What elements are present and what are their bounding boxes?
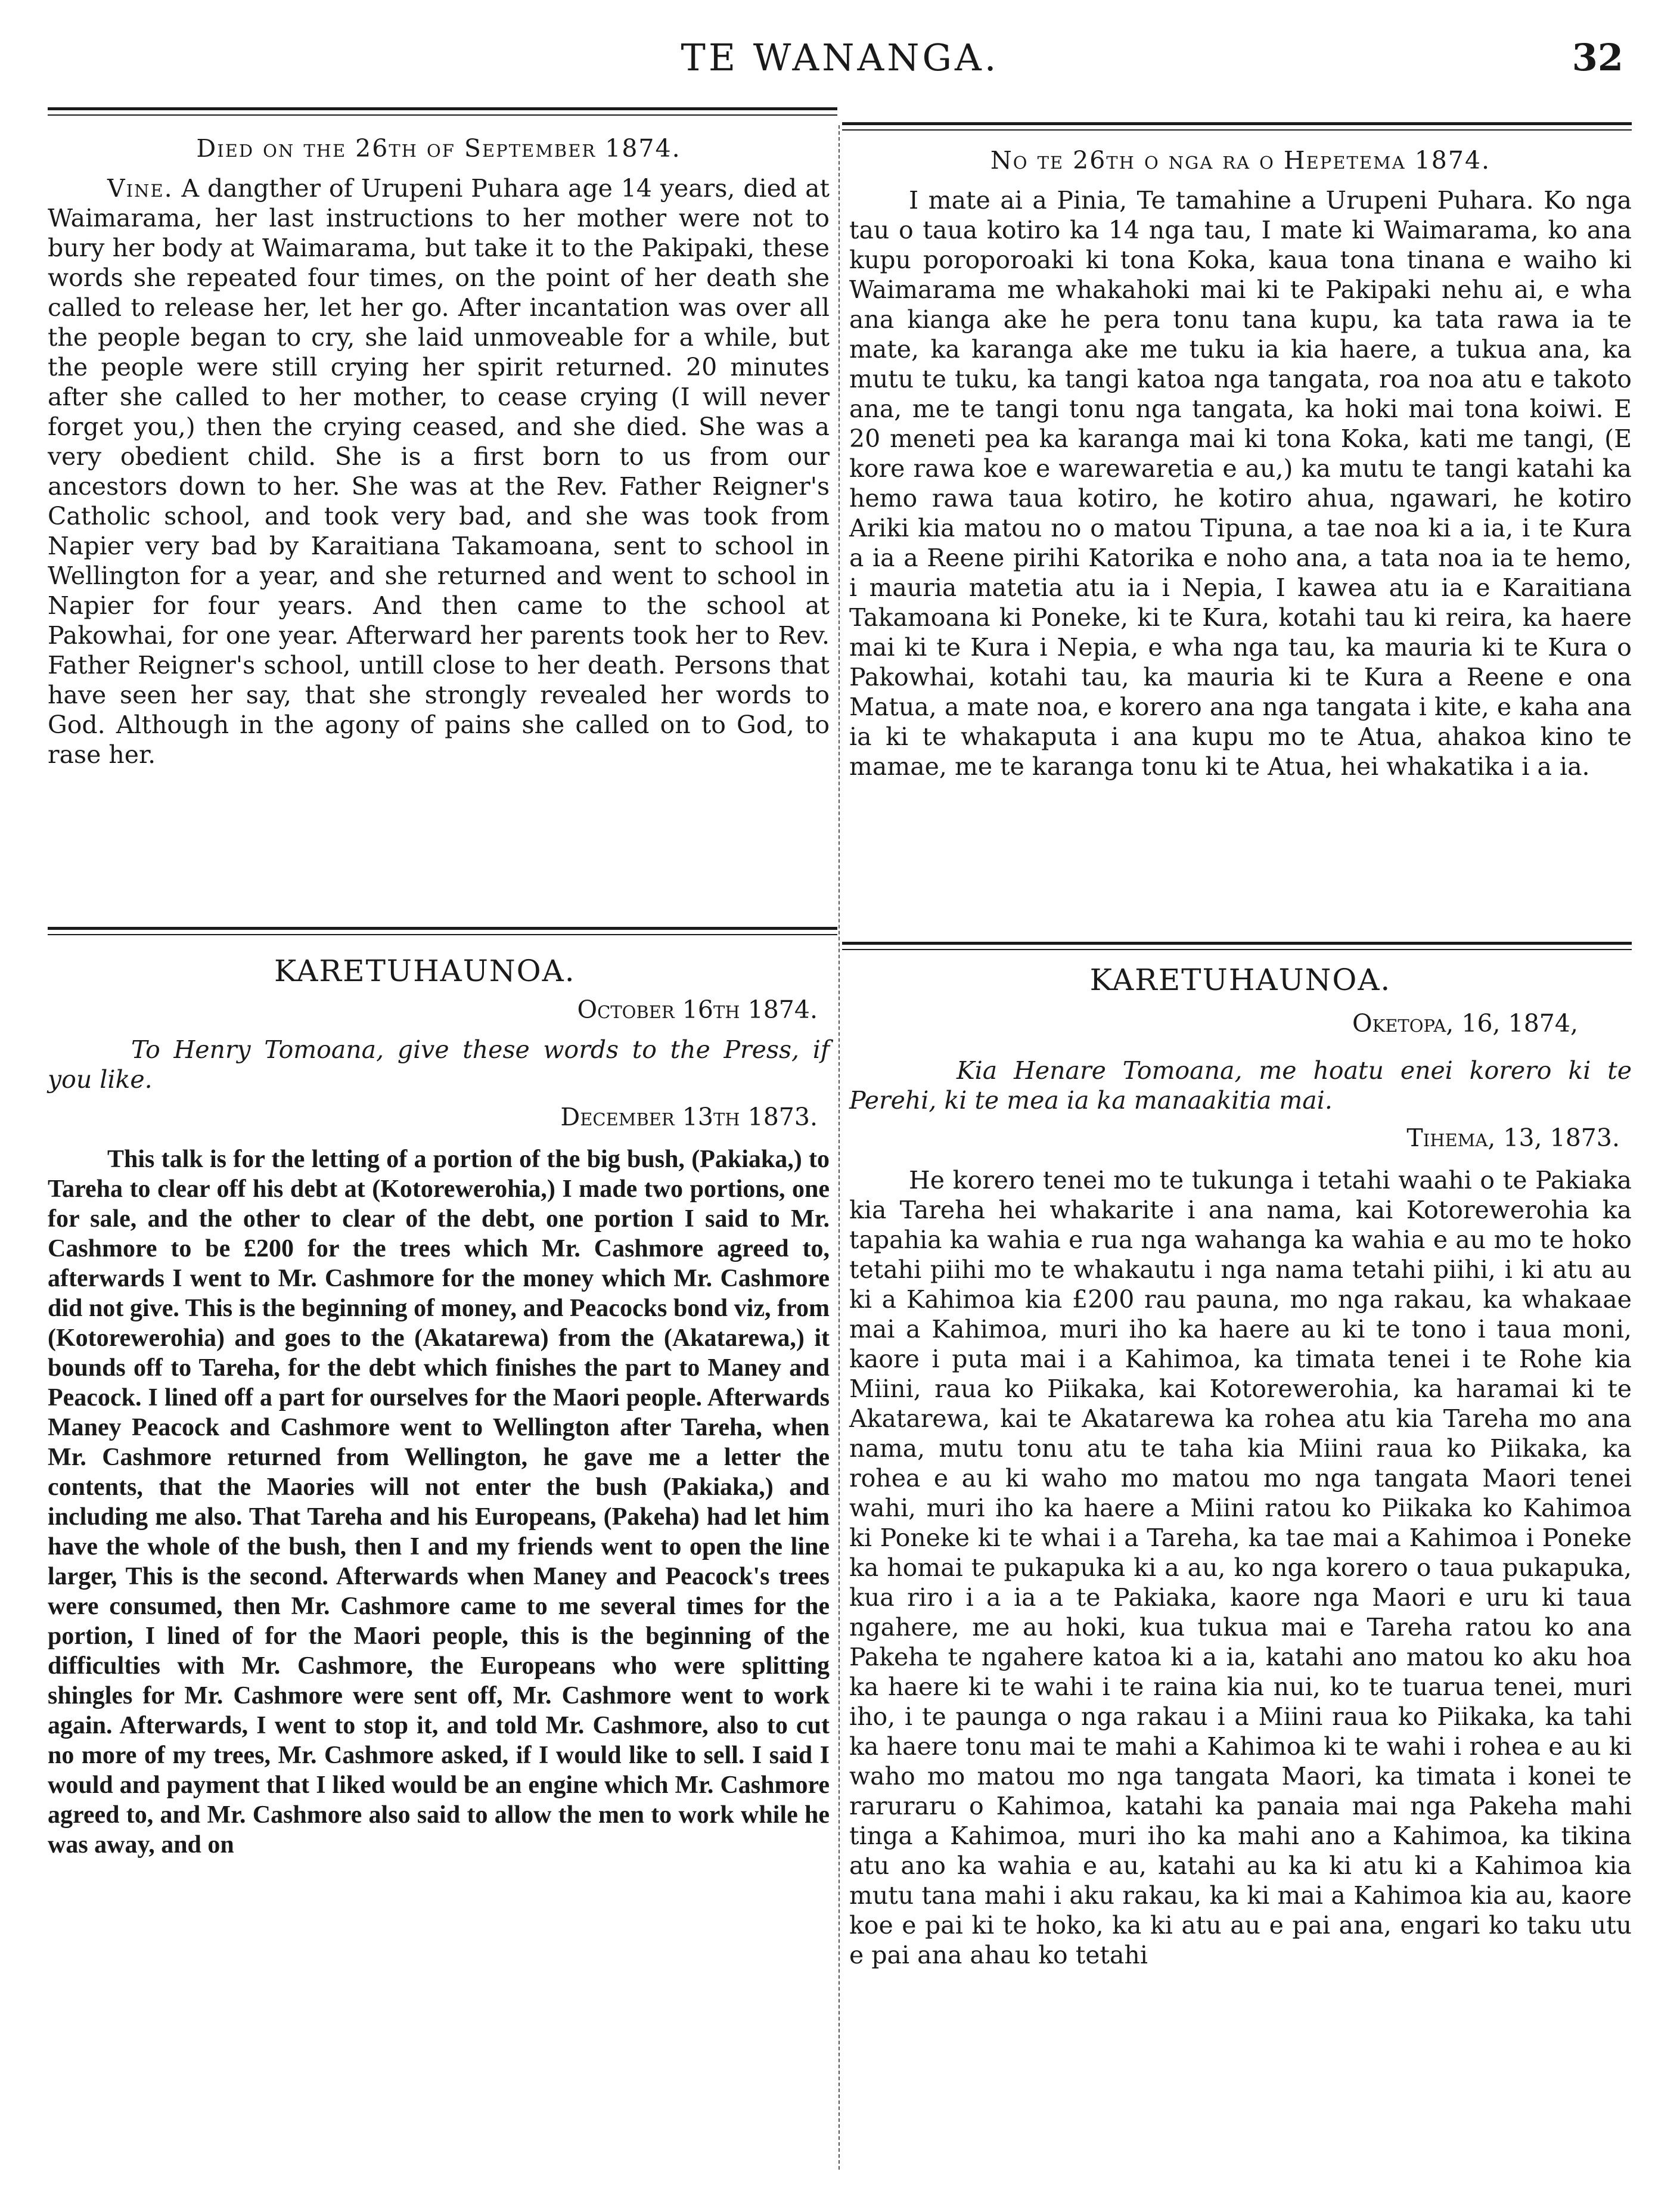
page-number: 32 [1572,36,1623,79]
section-title-mi: KARETUHAUNOA. [1089,963,1392,997]
newspaper-title: TE WANANGA. [681,36,999,79]
mid-rule-left-thin [48,934,837,935]
top-rule-right [842,122,1632,125]
mid-rule-right-thin [842,949,1632,950]
masthead [0,36,1680,83]
mid-rule-left [48,927,837,930]
dateline-2-mi: Tihema, 13, 1873. [1406,1124,1620,1152]
letter-body-en: This talk is for the letting of a portion of the big bush, (Pakiaka,) to Tareha to clear off his debt at (Kotorewerohia,) I made two portions, one for sale, and the other to clear of the debt, one portion I said to Mr. Cashmore to be £200 for the trees which Mr. Cashmore agreed to, afterwards I went to Mr. Cashmore for the money which Mr. Cashmore did not give. This is the beginning of money, and Peacocks bond viz, from (Kotorewerohia) and goes to the (Akatarewa) from the (Akatarewa,) it bounds off to Tareha, for the debt which finishes the part to Maney and Peacock. I lined off a part for ourselves for the Maori people. Afterwards Maney Peacock and Cashmore went to Wellington after Tareha, when Mr. Cashmore returned from Wellington, he gave me a letter the contents, that the Maories will not enter the bush (Pakiaka,) and including me also. That Tareha and his Europeans, (Pakeha) had let him have the whole of the bush, then I and my friends went to open the line larger, This is the second. Afterwards when Maney and Peacock's trees were consumed, then Mr. Cashmore came to me several times for the portion, I lined of for the Maori people, this is the beginning of the difficulties with Mr. Cashmore, the Europeans who were splitting shingles for Mr. Cashmore were sent off, Mr. Cashmore went to work again. Afterwards, I went to stop it, and told Mr. Cashmore, also to cut no more of my trees, Mr. Cashmore asked, if I would like to sell. I said I would and payment that I liked would be an engine which Mr. Cashmore agreed to, and Mr. Cashmore also said to allow the men to work while he was away, and on [48,1146,830,1858]
editor-note-en: To Henry Tomoana, give these words to the Press, if you like. [48,1035,830,1094]
top-rule-left-thin [48,114,837,116]
top-rule-left [48,107,837,110]
dateline-1-mi: Oketopa, 16, 1874, [1352,1009,1578,1038]
top-rule-right-thin [842,129,1632,131]
letter-body-mi: He korero tenei mo te tukunga i tetahi waahi o te Pakiaka kia Tareha hei whakarite i ana nama, kai Kotorewerohia ka tapahia ka wahia e rua nga wahanga ka wahia e au mo te hoko tetahi piihi mo te whakautu i nga nama tetahi piihi, i ki atu au ki a Kahimoa kia £200 rau pauna, mo nga rakau, ka whakaae mai a Kahimoa, muri iho ka haere au ki te tono i taua moni, kaore i puta mai i a Kahimoa, ka timata tenei i te Rohe kia Miini, raua ko Piikaka, kai Kotorewerohia, ka haramai ki te Akatarewa, kai te Akatarewa ka rohea atu kia Tareha mo ana nama, mutu tonu atu te taha kia Miini raua ko Piikaka, ka rohea e au ki waho mo matou mo nga tangata Maori tenei wahi, muri iho ka haere a Miini ratou ko Piikaka ko Kahimoa ki Poneke ki te whai i a Tareha, ka tae mai a Kahimoa i Poneke ka homai te pukapuka ki a au, ko nga korero o taua pukapuka, kua riro i a ia a te Pakiaka, kaore nga Maori e uru ki taua ngahere, me au hoki, kua tukua mai e Tareha ratou ko ana Pakeha te ngahere katoa ki a ia, katahi ano matou ko aku hoa ka haere ki te wahi i te raina kia nui, ko te tuarua tenei, muri iho, i te paunga o nga rakau i a Miini raua ko Piikaka, ka tahi ka haere tonu mai te mahi a Kahimoa ki te wahi i rohea e au ki waho mo matou mo nga tangata Maori, ka timata i konei te raruraru o Kahimoa, katahi ka panaia mai nga Pakeha mahi tinga a Kahimoa, muri iho ka mahi ano a Kahimoa, ka tikina atu ano ka wahia e au, katahi au ka ki atu ki a Kahimoa kia mutu tana mahi i aku rakau, ka ki mai a Kahimoa kia au, kaore koe e pai ki te hoko, ka ki atu au e pai ana, engari ko taku utu e pai ana ahau ko tetahi [849,1166,1632,1969]
mid-rule-right [842,942,1632,945]
dateline-2-en: December 13th 1873. [560,1103,818,1131]
karetuhaunoa-english [48,954,830,1860]
section-title-en: KARETUHAUNOA. [274,954,576,988]
karetuhaunoa-maori [849,963,1632,1970]
editor-note-mi: Kia Henare Tomoana, me hoatu enei korero ki te Perehi, ki te mea ia ka manaakitia mai. [849,1056,1632,1115]
death-notice-english [48,134,830,770]
column-divider [839,125,841,2170]
death-notice-body-en [48,173,830,770]
death-notice-body-mi: I mate ai a Pinia, Te tamahine a Urupeni Puhara. Ko nga tau o taua kotiro ka 14 nga tau, I mate ki Waimarama, ko ana kupu poroporoaki ki tona Koka, kaua tona tinana e waiho ki Waimarama me whakahoki mai ki te Pakipaki nehu ai, e wha ana kianga ake he pera tonu tana kupu, ka tata rawa ia te mate, ka karanga ake me tuku ia kia haere, a tukua ana, ka mutu te tuku, ka tangi katoa nga tangata, roa noa atu e takoto ana, me te tangi tonu nga tangata, ka hoki mai tona koiwi. E 20 meneti pea ka karanga mai ki tona Koka, kati me tangi, (E kore rawa koe e warewaretia e au,) ka mutu te tangi katahi ka hemo rawa taua kotiro, he kotiro ahua, ngawari, he kotiro Ariki kia matou no o matou Tipuna, a tae noa ki a ia, i te Kura a ia a Reene pirihi Katorika e noho ana, a tata noa ia te hemo, i mauria matetia atu ia i Nepia, I kawea atu ia e Karaitiana Takamoana ki Poneke, ki te Kura, kotahi tau ki reira, ka haere mai ki te Kura i Nepia, e wha nga tau, ka mauria ki te Kura o Pakowhai, kotahi tau, ka mauria ki te Kura a Reene e ona Matua, a mate noa, e korero ana nga tangata i kite, e kaha ana ia ki te whakaputa i ana kupu mo te Atua, ahakoa kino te mamae, me te karanga tonu ki te Atua, hei whakatika i a ia. [849,186,1632,781]
death-notice-lead: Vine. [107,174,173,203]
death-notice-maori [849,146,1632,781]
death-notice-text-en: A dangther of Urupeni Puhara age 14 years, died at Waimarama, her last instructions to her mother were not to bury her body at Waimarama, but take it to the Pakipaki, these words she repeated four times, on the point of her death she called to release her, let her go. After incantation was over all the people began to cry, she laid unmoveable for a while, but the people were still crying her spirit returned. 20 minutes after she called to her mother, to cease crying (I will never forget you,) then the crying ceased, and she died. She was a very obedient child. She is a first born to us from our ancestors down to her. She was at the Rev. Father Reigner's Catholic school, and took very bad, and she was took from Napier very bad by Karaitiana Takamoana, sent to school in Wellington for a year, and she returned and went to school in Napier for four years. And then came to the school at Pakowhai, for one year. Afterward her parents took her to Rev. Father Reigner's school, untill close to her death. Persons that have seen her say, that she strongly revealed her words to God. Although in the agony of pains she called on to God, to rase her. [48,174,830,769]
death-notice-heading-mi: No te 26th o nga ra o Hepetema 1874. [990,146,1491,175]
dateline-1-en: October 16th 1874. [577,995,818,1024]
death-notice-heading-en: Died on the 26th of September 1874. [196,134,681,163]
